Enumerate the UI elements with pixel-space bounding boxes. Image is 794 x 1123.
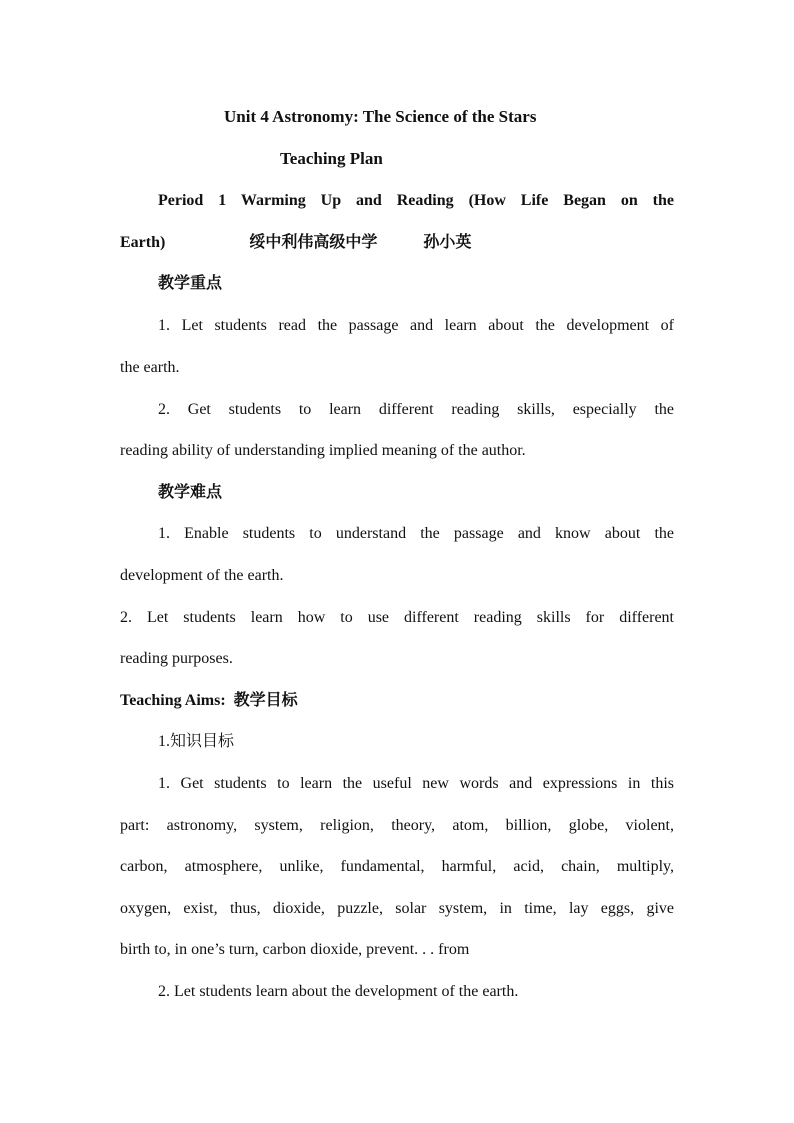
aim-1-line-4: oxygen, exist, thus, dioxide, puzzle, solar system, in time, lay eggs, give bbox=[120, 900, 674, 917]
knowledge-aims-heading: 1.知识目标 bbox=[158, 733, 235, 750]
aim-1-line-1: 1. Get students to learn the useful new words and expressions in this bbox=[158, 775, 674, 792]
key-points-heading: 教学重点 bbox=[158, 275, 223, 292]
period-line-1: Period 1 Warming Up and Reading (How Life Began on the bbox=[158, 192, 674, 209]
teaching-aims-heading-en: Teaching Aims: bbox=[120, 692, 226, 709]
key-point-2-line-1: 2. Get students to learn different reading skills, especially the bbox=[158, 401, 674, 418]
aim-2: 2. Let students learn about the development of the earth. bbox=[158, 983, 519, 1000]
difficult-point-1-line-1: 1. Enable students to understand the passage and know about the bbox=[158, 525, 674, 542]
teacher-name: 孙小英 bbox=[423, 234, 472, 251]
aim-1-line-2: part: astronomy, system, religion, theory, atom, billion, globe, violent, bbox=[120, 817, 674, 834]
period-line-2-text: Earth) bbox=[120, 234, 166, 251]
school-name: 绥中利伟高级中学 bbox=[249, 234, 378, 251]
key-point-2-line-2: reading ability of understanding implied meaning of the author. bbox=[120, 442, 526, 459]
difficult-points-heading: 教学难点 bbox=[158, 484, 223, 501]
difficult-point-2-line-1: 2. Let students learn how to use different reading skills for different bbox=[120, 609, 674, 626]
difficult-point-2-line-2: reading purposes. bbox=[120, 650, 233, 667]
document-title: Unit 4 Astronomy: The Science of the Stars bbox=[224, 107, 537, 126]
aim-1-line-5: birth to, in one’s turn, carbon dioxide, prevent. . . from bbox=[120, 941, 470, 958]
document-subtitle: Teaching Plan bbox=[280, 149, 383, 168]
teaching-aims-heading-cn: 教学目标 bbox=[233, 692, 298, 709]
period-line-2 bbox=[120, 233, 471, 253]
teaching-aims-heading bbox=[120, 691, 298, 711]
aim-1-line-3: carbon, atmosphere, unlike, fundamental, harmful, acid, chain, multiply, bbox=[120, 858, 674, 875]
key-point-1-line-2: the earth. bbox=[120, 359, 180, 376]
difficult-point-1-line-2: development of the earth. bbox=[120, 567, 284, 584]
key-point-1-line-1: 1. Let students read the passage and learn about the development of bbox=[158, 317, 674, 334]
